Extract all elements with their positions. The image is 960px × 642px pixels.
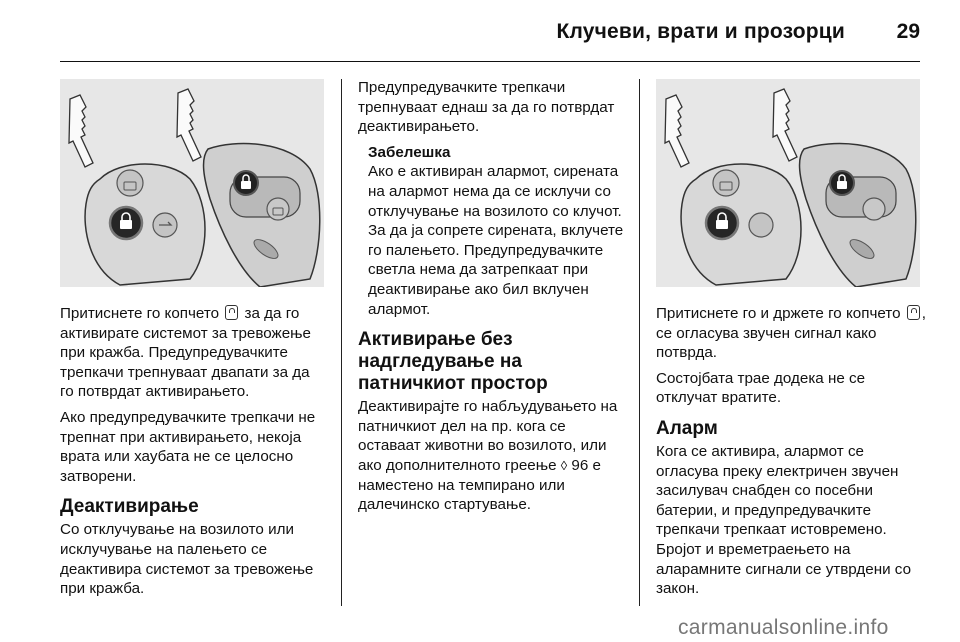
column-2 bbox=[358, 78, 624, 521]
key-illustration-right bbox=[656, 79, 920, 287]
paragraph-deactivation-confirm: Предупредувачките трепкачи трепнуваат еднаш за да го потврдат деактивирањето. bbox=[358, 79, 615, 136]
heading-alarm: Аларм bbox=[656, 417, 718, 439]
lock-button-icon bbox=[907, 305, 920, 320]
paragraph-interior-monitoring: Деактивирајте го набљудувањето на патничкиот дел на пр. кога се оставаат животни во возилото, или ако дополнителното греење ◊ 96 е наместено на темпирано или далечинско стартување. bbox=[358, 398, 618, 514]
key-illustration-left bbox=[60, 79, 324, 287]
note-text: Ако е активиран алармот, сирената на алармот нема да се исклучи со отклучување на возилото со клучот. За да ја сопрете сирената, вклучете го палењето. Предупредувачките светла нема да затрепкаат при деактивирање ако бил вклучен алармот. bbox=[368, 163, 624, 318]
column-3 bbox=[656, 304, 926, 605]
page-title: Клучеви, врати и прозорци bbox=[556, 20, 845, 43]
column-1 bbox=[60, 304, 326, 605]
heading-interior-monitoring: Активирање без надгледување на патничкиот простор bbox=[358, 329, 548, 395]
paragraph-activation: Притиснете го копчето за да го активирате системот за тревожење при кражба. Предупредувачките трепкачи трепнуваат двапати за да го потврдат активирањето. bbox=[60, 305, 311, 401]
header-rule bbox=[60, 61, 920, 62]
paragraph-alarm: Кога се активира, алармот се огласува преку електричен звучен засилувач снабден со посебни батерии, и предупредувачките трепкачи трепкаат истовремено. Бројот и времетраењето на аларамните сигнали се утврдени со закон. bbox=[656, 442, 912, 598]
keys-lock-button-illustration bbox=[60, 79, 324, 287]
lock-button-icon bbox=[225, 305, 238, 320]
heading-deactivation: Деактивирање bbox=[60, 496, 199, 518]
page-number: 29 bbox=[896, 20, 920, 43]
keys-lock-button-highlighted-illustration bbox=[656, 79, 920, 287]
paragraph-deactivation: Со отклучување на возилото или исклучување на палењето се деактивира системот за тревожење при кражба. bbox=[60, 521, 314, 598]
column-divider bbox=[341, 79, 342, 606]
page-reference-icon: ◊ bbox=[560, 457, 568, 473]
paragraph-state-duration: Состојбата трае додека не се отклучат вратите. bbox=[656, 369, 866, 407]
paragraph-hazard-warning: Ако предупредувачките трепкачи не трепнат при активирањето, некоја врата или хаубата не се целосно затворени. bbox=[60, 408, 316, 485]
column-divider bbox=[639, 79, 640, 606]
page-header bbox=[60, 20, 920, 50]
paragraph-press-hold: Притиснете го и држете го копчето , се огласува звучен сигнал како потврда. bbox=[656, 305, 926, 362]
note-title: Забелешка bbox=[368, 143, 451, 161]
note-block bbox=[358, 143, 624, 319]
watermark: carmanualsonline.info bbox=[678, 616, 889, 639]
